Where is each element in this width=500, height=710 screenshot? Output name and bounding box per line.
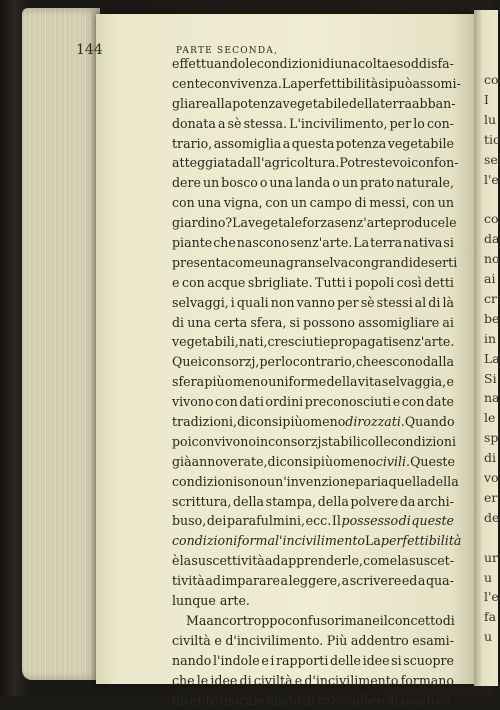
text-line: con una vigna, con un campo di messi, con un [172,193,454,213]
facing-page-fragment: fa [484,609,496,624]
text-line: gliare alla potenza vegetabile della terra abban- [172,94,454,114]
text-line: presenta come una gran selva con grandi deserti [172,253,454,273]
text-line: poi convivono in consorzj stabili colle condizioni [172,432,454,452]
text-line: tradizioni, diconsi più o meno dirozzati. Quando [172,412,454,432]
text-line: dere un bosco o una landa o un prato naturale, [172,173,454,193]
text-line: tività ad imparare a leggere, a scrivere ed a qua- [172,571,454,591]
text-line: giardino? La vegetale forza senz'arte produce le [172,213,454,233]
facing-page-fragment: co [484,211,499,226]
body-text [172,54,454,710]
facing-page-fragment: de [484,510,499,525]
facing-page-fragment: l'e [484,589,499,604]
facing-page-fragment: co [484,72,499,87]
text-line: condizioni sono un'invenzione pari a quella della [172,472,454,492]
facing-page-fragment: tic [484,132,500,147]
facing-page-fragment: La [484,351,500,366]
facing-page-fragment: da [484,231,499,246]
text-line: di una certa sfera, si possono assomigliare ai [172,313,454,333]
text-line: piante che nascono senz'arte. La terra nativa si [172,233,454,253]
text-line: già annoverate, diconsi più o meno civili. Queste [172,452,454,472]
facing-page-fragment: I [484,92,489,107]
facing-page-fragment: er [484,490,497,505]
facing-page-fragment: u [484,629,492,644]
text-line: è la suscettività ad apprenderle, come la suscet- [172,551,454,571]
facing-page-fragment: in [484,331,496,346]
text-line: che le idee di civiltà e d'incivilimento formano [172,671,454,691]
facing-page-fragment: l'e [484,172,499,187]
facing-page-fragment: ur [484,550,498,565]
facing-page-fragment: vo [484,470,499,485]
text-line: Ma ancor troppo confuso rimane il concetto di [172,611,454,631]
text-line: condizioni forma l'incivilimento La perfettibilità [172,531,454,551]
facing-page-fragment: se [484,152,498,167]
text-line: sfera più o meno uniforme della vita selvaggia, e [172,372,454,392]
facing-page-fragment: no [484,251,500,266]
text-line: lunque arte. [172,591,454,611]
facing-page-fragment: sp [484,430,498,445]
text-line: selvaggi, i quali non vanno per sè stessi al di là [172,293,454,313]
text-line: nando l'indole e i rapporti delle idee si scuopre [172,651,454,671]
text-line: trario, assomiglia a questa potenza vegetabile [172,134,454,154]
book-fore-edge [22,8,100,680]
facing-page-edge [474,10,498,686]
running-head: PARTE SECONDA, [176,46,278,56]
facing-page-fragment: ai [484,271,495,286]
facing-page-fragment: di [484,450,496,465]
text-line: un ente morale misto di razionale e di positivo, [172,691,454,710]
text-line: Quei consorzj, per lo contrario, che escono dalla [172,352,454,372]
page-header [76,36,376,56]
text-line: atteggiata dall'agricoltura. Potreste voi confon- [172,153,454,173]
text-line: e con acque sbrigliate. Tutti i popoli così detti [172,273,454,293]
text-line: scrittura, della stampa, della polvere da archi- [172,492,454,512]
text-line: buso, dei parafulmini, ecc. Il possesso di queste [172,511,454,531]
facing-page-fragment: u [484,570,492,585]
facing-page-fragment: Si [484,371,497,386]
text-line: donata a sè stessa. L'incivilimento, per lo con- [172,114,454,134]
page-number: 144 [76,42,103,58]
text-line: effettuando le condizioni di una colta e soddisfa- [172,54,454,74]
facing-page-fragment: cr [484,291,497,306]
facing-page-fragment: be [484,311,499,326]
facing-page-fragment: lu [484,112,496,127]
facing-page-fragment: le [484,410,495,425]
text-line: vivono con dati ordini preconosciuti e con date [172,392,454,412]
facing-page-fragment: na [484,390,500,405]
text-line: civiltà e d'incivilimento. Più addentro esami- [172,631,454,651]
text-line: vegetabili, nati, cresciuti e propagati senz'arte. [172,332,454,352]
text-line: cente convivenza. La perfettibilità si può assomi- [172,74,454,94]
